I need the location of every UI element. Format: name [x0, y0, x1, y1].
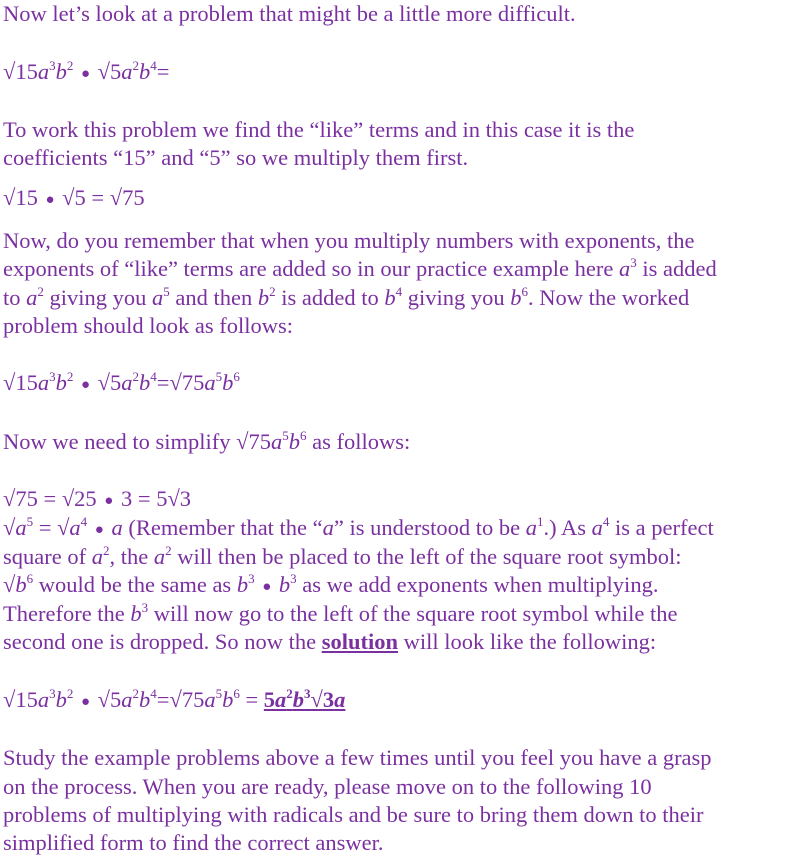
paragraph-a5-line3: $√b^6$ would be the same as $b^3$ ● $b^3$ as we add exponents when multiplying.: [3, 571, 659, 597]
coefficient-product: √15 ● √5 = √75: [3, 185, 145, 210]
paragraph-a5-line2: square of $a^2$, the $a^2$ will then be placed to the left of the square root symbol:: [3, 543, 682, 569]
final-answer: $5a^2b^3√3a$: [263, 686, 346, 712]
solution-word: solution: [321, 629, 398, 654]
paragraph-exponents-line1: Now, do you remember that when you multiply numbers with exponents, the: [3, 228, 695, 253]
problem-expression: $√15a^3b^2$ ● $√5a^2b^4=$: [3, 58, 170, 84]
paragraph-a5-line1: $√a^5 = √a^4$ ● a (Remember that the “a” is understood to be $a^1$.) As $a^4$ is a perfect: [3, 514, 714, 540]
paragraph-a5-line5: second one is dropped. So now the solution will look like the following:: [3, 629, 657, 654]
paragraph-study-line1: Study the example problems above a few times until you feel you have a grasp: [3, 745, 712, 770]
paragraph-like-terms-line2: coefficients “15” and “5” so we multiply them first.: [3, 145, 469, 170]
paragraph-exponents-line2: exponents of “like” terms are added so in our practice example here $a^3$ is added: [3, 255, 717, 281]
solution-expression: $√15a^3b^2$ ● $√5a^2b^4=√75a^5b^6 = 5a^2b^3√3a$: [3, 686, 346, 712]
paragraph-exponents-line3: to $a^2$ giving you $a^5$ and then $b^2$ is added to $b^4$ giving you $b^6$. Now the worked: [3, 284, 690, 310]
paragraph-study-line3: problems of multiplying with radicals and be sure to bring them down to their: [3, 802, 704, 827]
paragraph-study-line2: on the process. When you are ready, please move on to the following 10: [3, 774, 652, 799]
paragraph-simplify: Now we need to simplify $√75a^5b^6$ as follows:: [3, 428, 411, 454]
paragraph-like-terms-line1: To work this problem we find the “like” terms and in this case it is the: [3, 117, 635, 142]
intro-line: Now let’s look at a problem that might be a little more difficult.: [3, 1, 576, 26]
paragraph-a5-line4: Therefore the $b^3$ will now go to the left of the square root symbol while the: [3, 600, 678, 626]
paragraph-study-line4: simplified form to find the correct answer.: [3, 830, 384, 855]
simplify-75: √75 = √25 ● 3 = 5√3: [3, 486, 192, 511]
worked-expression: $√15a^3b^2$ ● $√5a^2b^4=√75a^5b^6$: [3, 369, 240, 395]
paragraph-exponents-line4: problem should look as follows:: [3, 313, 293, 338]
